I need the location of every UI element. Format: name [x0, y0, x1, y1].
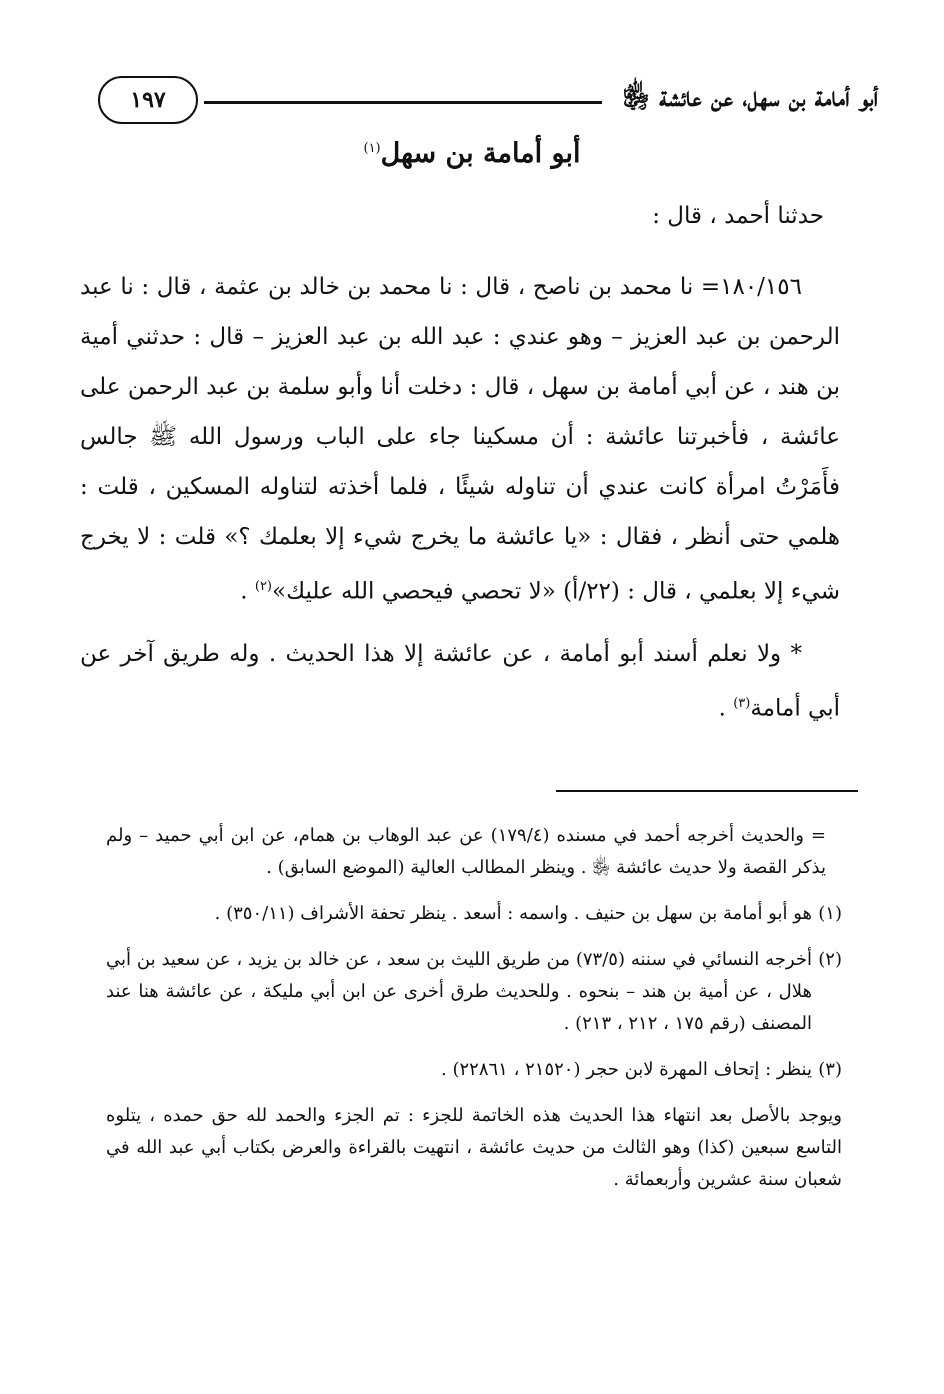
comment-end: .	[718, 695, 734, 722]
chain-intro: حدثنا أحمد ، قال :	[652, 203, 824, 229]
footnote-number: (٢)	[818, 949, 842, 970]
footnote-3	[106, 1054, 842, 1086]
hadith-end: .	[240, 578, 255, 605]
chapter-heading	[0, 138, 944, 169]
running-title: أبو أمامة بن سهل، عن عائشة ﵂	[622, 82, 878, 113]
comment-footnote-ref: (٣)	[733, 695, 751, 711]
chapter-footnote-ref: (١)	[363, 141, 381, 156]
page-number-badge: ١٩٧	[98, 76, 198, 124]
hadith-footnote-ref: (٢)	[254, 579, 272, 594]
hadith-paragraph	[80, 262, 840, 617]
footnote-continuation: = والحديث أخرجه أحمد في مسنده (١٧٩/٤) عن عبد الوهاب بن همام، عن ابن أبي حميد – ولم يذكر القصة ولا حديث عائشة ﵂ . وينظر المطالب العالية (الموضع السابق) .	[106, 825, 826, 878]
main-text	[80, 262, 840, 733]
footnotes-section	[106, 820, 842, 1210]
comment-paragraph	[80, 629, 840, 734]
chapter-title: أبو أمامة بن سهل	[380, 138, 581, 169]
footnote-number: (٣)	[818, 1059, 842, 1080]
footnote-text: أخرجه النسائي في سننه (٧٣/٥) من طريق الليث بن سعد ، عن خالد بن يزيد ، عن سعيد بن أبي هلال ، عن أمية بن هند – بنحوه . وللحديث طرق أخرى عن ابن أبي مليكة ، عن عائشة هنا عند المصنف (رقم ١٧٥ ، ٢١٢ ، ٢١٣) .	[106, 949, 812, 1034]
header-rule	[204, 101, 602, 104]
colophon-note: ويوجد بالأصل بعد انتهاء هذا الحديث هذه الخاتمة للجزء : تم الجزء والحمد لله حق حمده ، يتلوه التاسع سبعين (كذا) وهو الثالث من حديث عائشة ، انتهيت بالقراءة والعرض بكتاب أبي عبد الله في شعبان سنة عشرين وأربعمائة .	[106, 1105, 842, 1190]
footnote-text: ينظر : إتحاف المهرة لابن حجر (٢١٥٢٠ ، ٢٢٨٦١) .	[441, 1059, 812, 1080]
footnote-text: هو أبو أمامة بن سهل بن حنيف . واسمه : أسعد . ينظر تحفة الأشراف (٣٥٠/١١) .	[214, 903, 812, 924]
footnote-1	[106, 898, 842, 930]
footnote-separator	[556, 790, 858, 792]
hadith-text: ١٨٠/١٥٦= نا محمد بن ناصح ، قال : نا محمد بن خالد بن عثمة ، قال : نا عبد الرحمن بن عبد العزيز – وهو عندي : عبد الله بن عبد العزيز – قال : حدثني أمية بن هند ، عن أبي أمامة بن سهل ، قال : دخلت أنا وأبو سلمة بن عبد الرحمن على عائشة ، فأخبرتنا عائشة : أن مسكينا جاء على الباب ورسول الله ﷺ جالس فأَمَرْتُ امرأة كانت عندي أن تناوله شيئًا ، فلما أخذته لتناوله المسكين ، قلت : هلمي حتى أنظر ، فقال : «يا عائشة ما يخرج شيء إلا بعلمك ؟» قلت : لا يخرج شيء إلا بعلمي ، قال : (٢٢/أ) «لا تحصي فيحصي الله عليك»	[80, 274, 840, 605]
footnote-2	[106, 944, 842, 1040]
running-header	[98, 72, 878, 128]
footnote-number: (١)	[818, 903, 842, 924]
comment-text: * ولا نعلم أسند أبو أمامة ، عن عائشة إلا هذا الحديث . وله طريق آخر عن أبي أمامة	[80, 640, 840, 722]
